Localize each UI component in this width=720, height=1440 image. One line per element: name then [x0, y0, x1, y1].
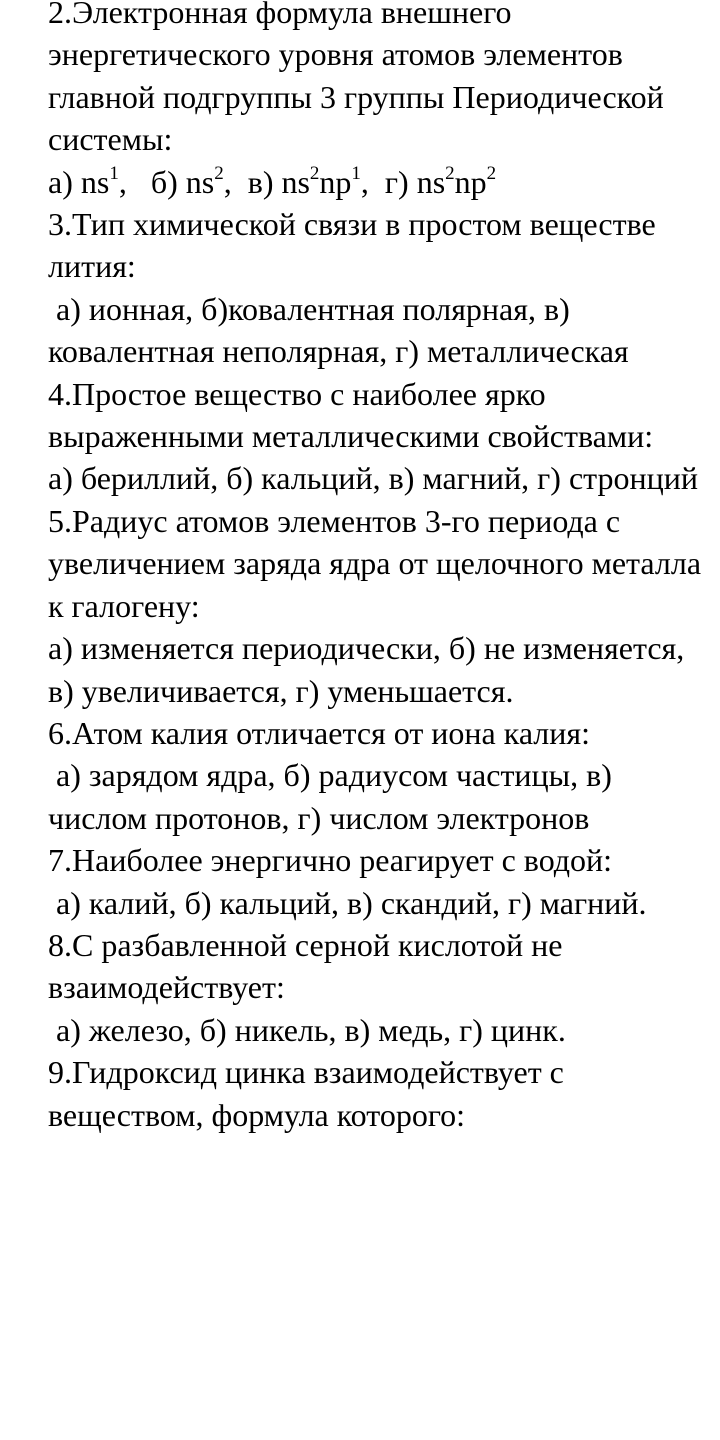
option-d-exponent-p: 2 [486, 162, 497, 184]
quiz-document [48, 0, 713, 1136]
option-b-text: , б) ns [118, 163, 215, 200]
option-c-exponent-s: 2 [309, 162, 320, 184]
option-c-exponent-p: 1 [351, 162, 361, 184]
option-d-text: , г) ns [360, 163, 446, 200]
question-5: 5.Радиус атомов элементов 3-го периода с увеличением заряда ядра от щелочного металла к галогену: [48, 502, 710, 624]
option-c-text: , в) ns [223, 163, 310, 200]
question-7: 7.Наиболее энергично реагирует с водой: [48, 842, 613, 879]
question-5-answers: а) изменяется периодически, б) не изменяется, в) увеличивается, г) уменьшается. [48, 630, 693, 709]
question-8-answers: а) железо, б) никель, в) медь, г) цинк. [48, 1011, 566, 1048]
option-d-np: np [454, 163, 487, 200]
question-9: 9.Гидроксид цинка взаимодействует с веществом, формула которого: [48, 1054, 572, 1133]
question-4-answers: а) бериллий, б) кальций, в) магний, г) стронций [48, 460, 699, 497]
question-2-options [48, 161, 713, 203]
question-3: 3.Тип химической связи в простом веществе лития: [48, 206, 664, 285]
option-a-text: а) ns [48, 163, 110, 200]
question-8: 8.С разбавленной серной кислотой не взаимодействует: [48, 926, 571, 1006]
option-a-exponent: 1 [109, 162, 119, 184]
option-b-exponent: 2 [214, 162, 224, 184]
question-2: 2.Электронная формула внешнего энергетического уровня атомов элементов главной подгруппы 3 группы Периодической системы: [48, 0, 672, 158]
option-d-exponent-s: 2 [445, 162, 455, 184]
question-7-answers: а) калий, б) кальций, в) скандий, г) магний. [48, 884, 647, 921]
question-4: 4.Простое вещество с наиболее ярко выраженными металлическими свойствами: [48, 375, 654, 455]
question-6: 6.Атом калия отличается от иона калия: [48, 714, 590, 751]
question-3-answers: а) ионная, б)ковалентная полярная, в) ковалентная неполярная, г) металлическая [48, 290, 629, 370]
option-c-np: np [319, 163, 352, 200]
question-6-answers: а) зарядом ядра, б) радиусом частицы, в) числом протонов, г) числом электронов [48, 757, 620, 836]
